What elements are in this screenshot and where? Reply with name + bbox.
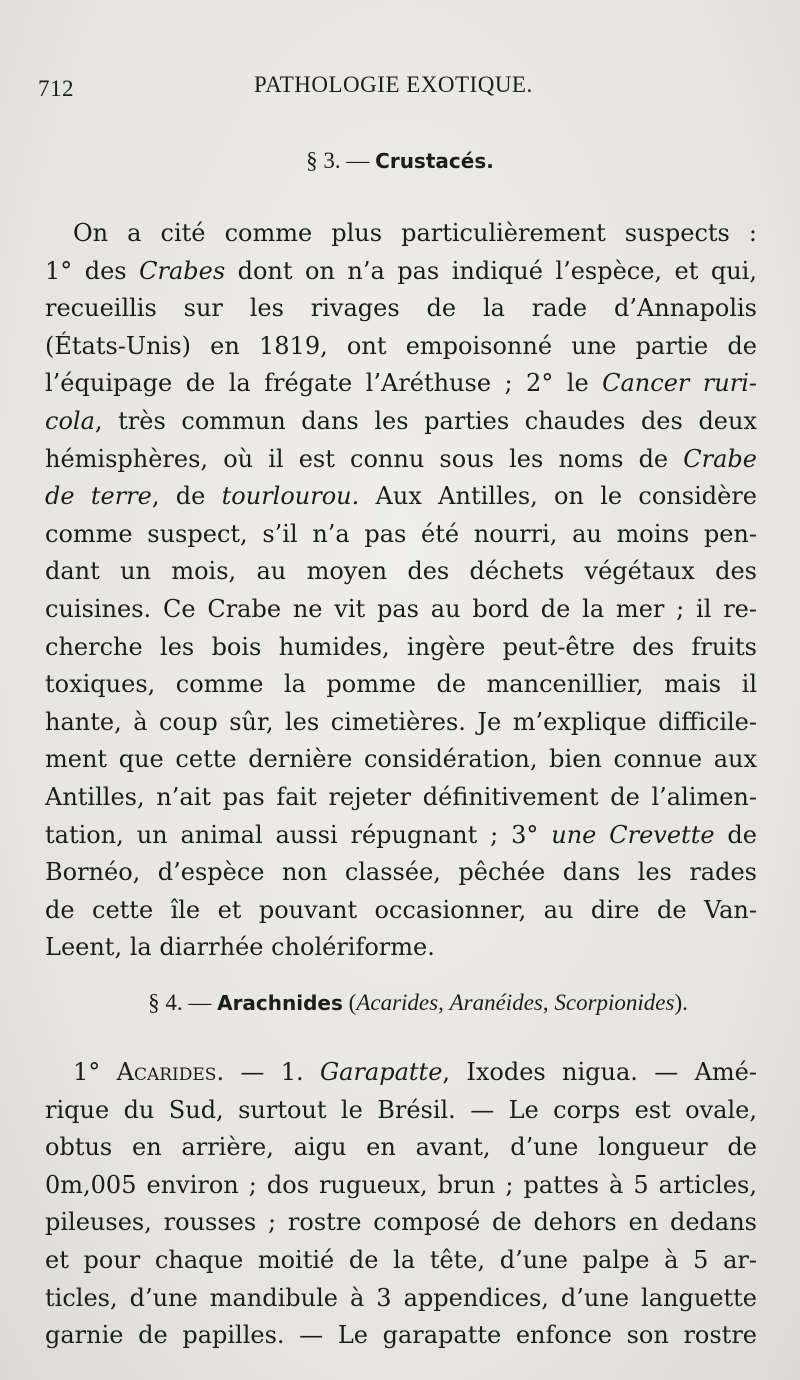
section-4-number: § 4. — bbox=[148, 990, 218, 1015]
text-line: (États-Unis) en 1819, ont empoisonné une partie de bbox=[45, 331, 757, 360]
section-4-separator: , bbox=[542, 990, 555, 1015]
text-line: cuisines. Ce Crabe ne vit pas au bord de la mer ; il re- bbox=[45, 594, 757, 623]
text-line: comme suspect, s’il n’a pas été nourri, au moins pen- bbox=[45, 519, 757, 548]
text-line: obtus en arrière, aigu en avant, d’une longueur de bbox=[45, 1133, 757, 1162]
text-line: l’équipage de la frégate l’Aréthuse ; 2° le Cancer ruri- bbox=[45, 369, 758, 398]
section-4-paren: ( bbox=[342, 990, 357, 1015]
text-line: tation, un animal aussi répugnant ; 3° une Crevette de bbox=[45, 820, 757, 849]
text-line: toxiques, comme la pomme de mancenillier, mais il bbox=[45, 670, 757, 699]
text-line: dant un mois, au moyen des déchets végétaux des bbox=[45, 557, 757, 586]
text-line: cherche les bois humides, ingère peut-être des fruits bbox=[45, 632, 757, 661]
section-4-sub-araneides: Aranéides bbox=[449, 990, 543, 1015]
text-line: On a cité comme plus particulièrement suspects : bbox=[73, 219, 757, 247]
section-4-separator: , bbox=[438, 990, 450, 1015]
text-line: 1° des Crabes dont on n’a pas indiqué l’espèce, et qui, bbox=[45, 256, 757, 285]
text-line: Leent, la diarrhée cholériforme. bbox=[45, 933, 435, 962]
crustaces-paragraph bbox=[45, 215, 757, 967]
text-line: recueillis sur les rivages de la rade d’Annapolis bbox=[45, 294, 757, 323]
text-line: hémisphères, où il est connu sous les noms de Crabe bbox=[45, 444, 757, 473]
section-4-heading bbox=[18, 990, 800, 1016]
text-line: de terre, de tourlourou. Aux Antilles, on le considère bbox=[45, 482, 758, 511]
text-line: Antilles, n’ait pas fait rejeter définitivement de l’alimen- bbox=[45, 782, 757, 811]
section-4-paren: ). bbox=[674, 990, 688, 1015]
acarides-paragraph bbox=[45, 1054, 757, 1355]
text-line: ticles, d’une mandibule à 3 appendices, d’une languette bbox=[45, 1283, 757, 1312]
section-4-sub-scorpionides: Scorpionides bbox=[554, 990, 675, 1015]
section-4-sub-acarides: Acarides bbox=[356, 990, 439, 1015]
section-3-number: § 3. — bbox=[306, 148, 376, 173]
section-3-heading bbox=[0, 148, 800, 174]
text-line: rique du Sud, surtout le Brésil. — Le corps est ovale, bbox=[45, 1095, 757, 1124]
text-line: garnie de papilles. — Le garapatte enfonce son rostre bbox=[45, 1321, 757, 1350]
text-line: cola, très commun dans les parties chaudes des deux bbox=[45, 406, 757, 435]
text-line: et pour chaque moitié de la tête, d’une palpe à 5 ar- bbox=[45, 1245, 757, 1274]
text-line: 0m,005 environ ; dos rugueux, brun ; pattes à 5 articles, bbox=[45, 1170, 757, 1199]
text-line: 1° Acarides. — 1. Garapatte, Ixodes nigua. — Amé- bbox=[73, 1058, 757, 1086]
section-3-title: Crustacés. bbox=[375, 149, 494, 173]
running-title: PATHOLOGIE EXOTIQUE. bbox=[254, 72, 533, 97]
section-4-title: Arachnides bbox=[217, 991, 343, 1015]
page-header bbox=[38, 72, 762, 104]
text-line: pileuses, rousses ; rostre composé de dehors en dedans bbox=[45, 1208, 757, 1237]
text-line: Bornéo, d’espèce non classée, pêchée dans les rades bbox=[45, 858, 757, 887]
page-number: 712 bbox=[38, 76, 74, 101]
text-line: hante, à coup sûr, les cimetières. Je m’explique difficile- bbox=[45, 707, 757, 736]
text-line: de cette île et pouvant occasionner, au dire de Van- bbox=[45, 895, 757, 924]
text-line: ment que cette dernière considération, bien connue aux bbox=[45, 745, 757, 774]
